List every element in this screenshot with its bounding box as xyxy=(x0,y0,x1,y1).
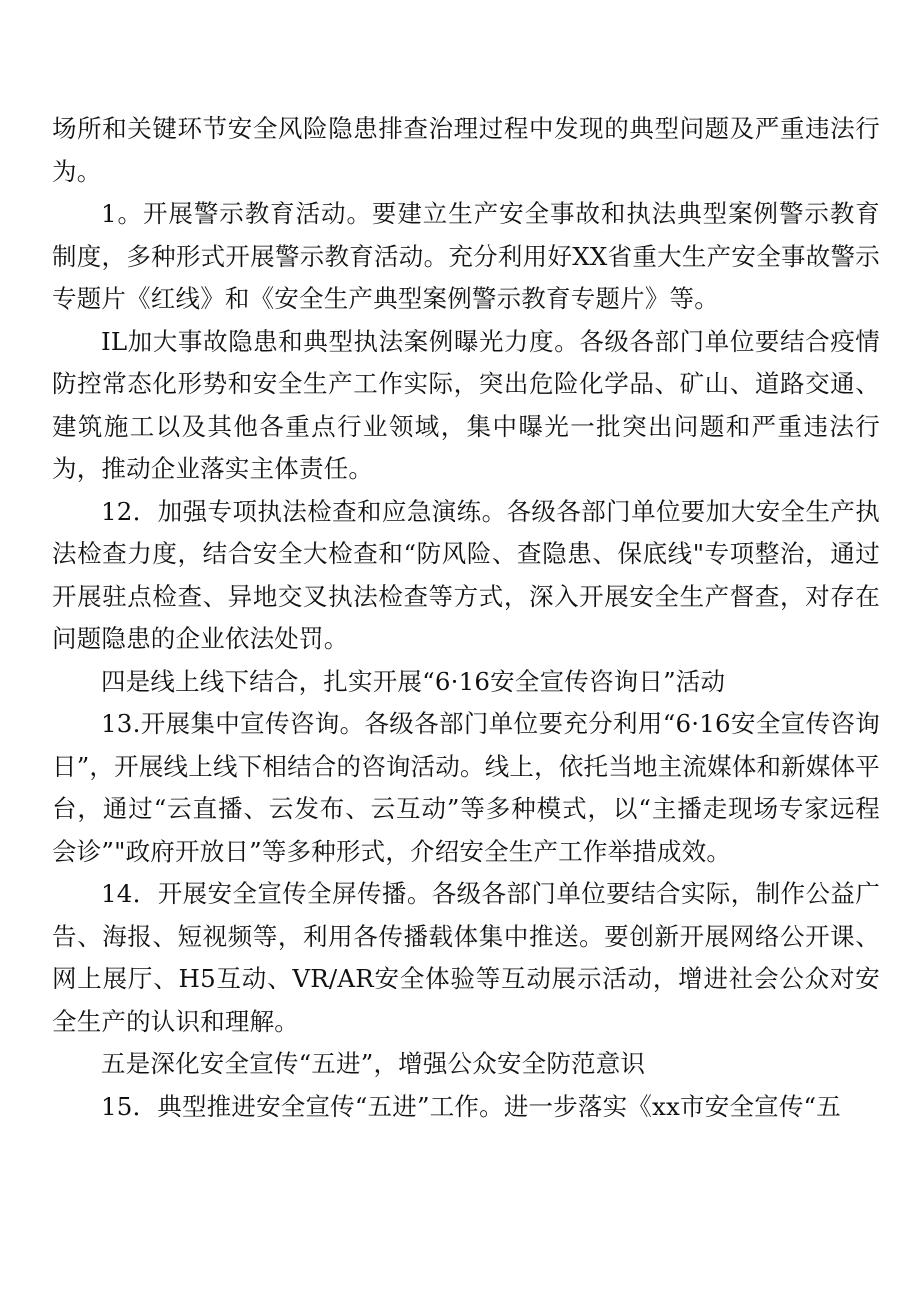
paragraph-continuation: 场所和关键环节安全风险隐患排查治理过程中发现的典型问题及严重违法行为。 xyxy=(52,114,880,186)
paragraph-item-12: 12．加强专项执法检查和应急演练。各级各部门单位要加大安全生产执法检查力度，结合安全大检查和“防风险、查隐患、保底线"专项整治，通过开展驻点检查、异地交叉执法检查等方式，深入开展安全生产督查，对存在问题隐患的企业依法处罚。 xyxy=(52,496,880,653)
paragraph-item-14: 14．开展安全宣传全屏传播。各级各部门单位要结合实际，制作公益广告、海报、短视频等，利用各传播载体集中推送。要创新开展网络公开课、网上展厅、H5互动、VR/AR安全体验等互动展示活动，增进社会公众对安全生产的认识和理解。 xyxy=(52,879,880,1036)
section-heading-four: 四是线上线下结合，扎实开展“6·16安全宣传咨询日”活动 xyxy=(101,666,726,696)
section-heading-five: 五是深化安全宣传“五进”，增强公众安全防范意识 xyxy=(101,1049,646,1078)
paragraph-item-11: IL加大事故隐患和典型执法案例曝光力度。各级各部门单位要结合疫情防控常态化形势和安全生产工作实际，突出危险化学品、矿山、道路交通、建筑施工以及其他各重点行业领域，集中曝光一批突出问题和严重违法行为，推动企业落实主体责任。 xyxy=(52,326,880,483)
paragraph-item-13: 13.开展集中宣传咨询。各级各部门单位要充分利用“6·16安全宣传咨询日”，开展线上线下相结合的咨询活动。线上，依托当地主流媒体和新媒体平台，通过“云直播、云发布、云互动”等多种模式，以“主播走现场专家远程会诊”"政府开放日”等多种形式，介绍安全生产工作举措成效。 xyxy=(52,709,880,866)
paragraph-item-15: 15．典型推进安全宣传“五进”工作。进一步落实《xx市安全宣传“五 xyxy=(101,1091,841,1121)
document-page xyxy=(52,108,880,1128)
paragraph-item-1: 1。开展警示教育活动。要建立生产安全事故和执法典型案例警示教育制度，多种形式开展警示教育活动。充分利用好XX省重大生产安全事故警示专题片《红线》和《安全生产典型案例警示教育专题片》等。 xyxy=(52,199,880,313)
